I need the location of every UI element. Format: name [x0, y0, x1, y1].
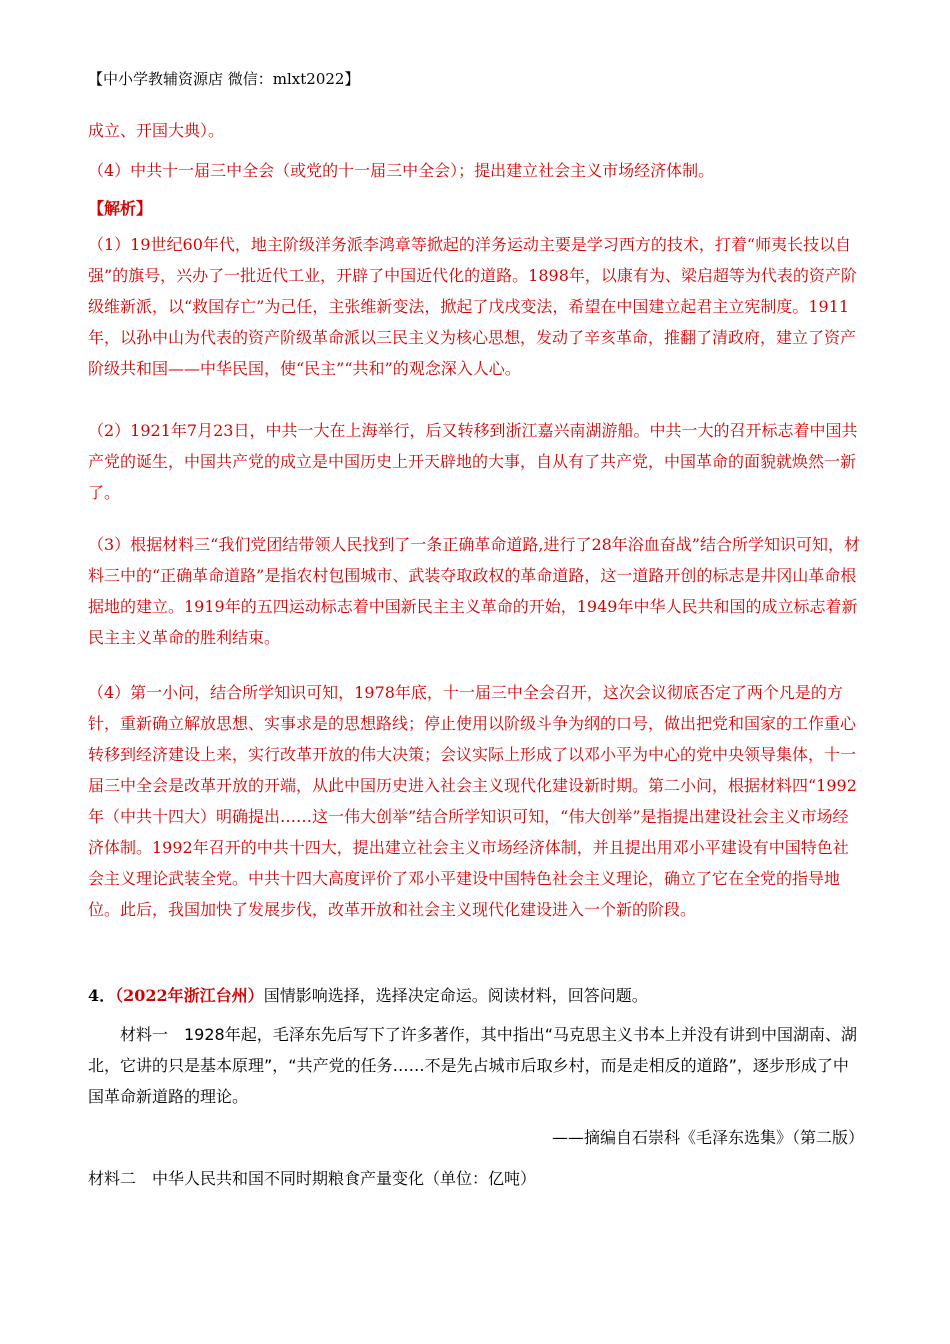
material-1-citation: ——摘编自石崇科《毛泽东选集》（第二版） [551, 1128, 864, 1147]
question-source: （2022年浙江台州） [115, 986, 264, 1005]
question-4 [88, 980, 864, 1011]
analysis-paragraph-2: （2）1921年7月23日，中共一大在上海举行，后又转移到浙江嘉兴南湖游船。中共一大的召开标志着中国共产党的诞生，中国共产党的成立是中国历史上开天辟地的大事，自从有了共产党，中国革命的面貌就焕然一新了。 [88, 421, 858, 502]
answer-continuation: 成立、开国大典）。 [88, 121, 225, 140]
analysis-label: 【解析】 [88, 199, 153, 218]
answer-4: （4）中共十一届三中全会（或党的十一届三中全会）；提出建立社会主义市场经济体制。 [88, 161, 715, 180]
question-number: 4． [88, 986, 116, 1005]
analysis-paragraph-3: （3）根据材料三“我们党团结带领人民找到了一条正确革命道路,进行了28年浴血奋战”结合所学知识可知，材料三中的“正确革命道路”是指农村包围城市、武装夺取政权的革命道路，这一道路开创的标志是井冈山革命根据地的建立。1919年的五四运动标志着中国新民主主义革命的开始，1949年中华人民共和国的成立标志着新民主主义革命的胜利结束。 [88, 535, 860, 647]
material-2: 材料二 中华人民共和国不同时期粮食产量变化（单位：亿吨） [88, 1169, 537, 1188]
analysis-paragraph-4: （4）第一小问，结合所学知识可知，1978年底，十一届三中全会召开，这次会议彻底否定了两个凡是的方针，重新确立解放思想、实事求是的思想路线；停止使用以阶级斗争为纲的口号，做出把党和国家的工作重心转移到经济建设上来，实行改革开放的伟大决策；会议实际上形成了以邓小平为中心的党中央领导集体，十一届三中全会是改革开放的开端，从此中国历史进入社会主义现代化建设新时期。第二小问，根据材料四“1992年（中共十四大）明确提出……这一伟大创举”结合所学知识可知，“伟大创举”是指提出建设社会主义市场经济体制。1992年召开的中共十四大，提出建立社会主义市场经济体制，并且提出用邓小平建设有中国特色社会主义理论武装全党。中共十四大高度评价了邓小平建设中国特色社会主义理论，确立了它在全党的指导地位。此后，我国加快了发展步伐，改革开放和社会主义现代化建设进入一个新的阶段。 [88, 683, 857, 919]
material-1: 材料一 1928年起，毛泽东先后写下了许多著作，其中指出“马克思主义书本上并没有讲到中国湖南、湖北，它讲的只是基本原理”，“共产党的任务……不是先占城市后取乡村，而是走相反的道路”，逐步形成了中国革命新道路的理论。 [88, 1025, 858, 1106]
analysis-paragraph-1: （1）19世纪60年代，地主阶级洋务派李鸿章等掀起的洋务运动主要是学习西方的技术，打着“师夷长技以自强”的旗号，兴办了一批近代工业，开辟了中国近代化的道路。1898年，以康有为、梁启超等为代表的资产阶级维新派，以“救国存亡”为己任，主张维新变法，掀起了戊戌变法，希望在中国建立起君主立宪制度。1911年，以孙中山为代表的资产阶级革命派以三民主义为核心思想，发动了辛亥革命，推翻了清政府，建立了资产阶级共和国——中华民国，使“民主”“共和”的观念深入人心。 [88, 235, 857, 378]
page-header: 【中小学教辅资源店 微信：mlxt2022】 [88, 70, 360, 88]
question-stem: 国情影响选择，选择决定命运。阅读材料，回答问题。 [263, 986, 648, 1005]
